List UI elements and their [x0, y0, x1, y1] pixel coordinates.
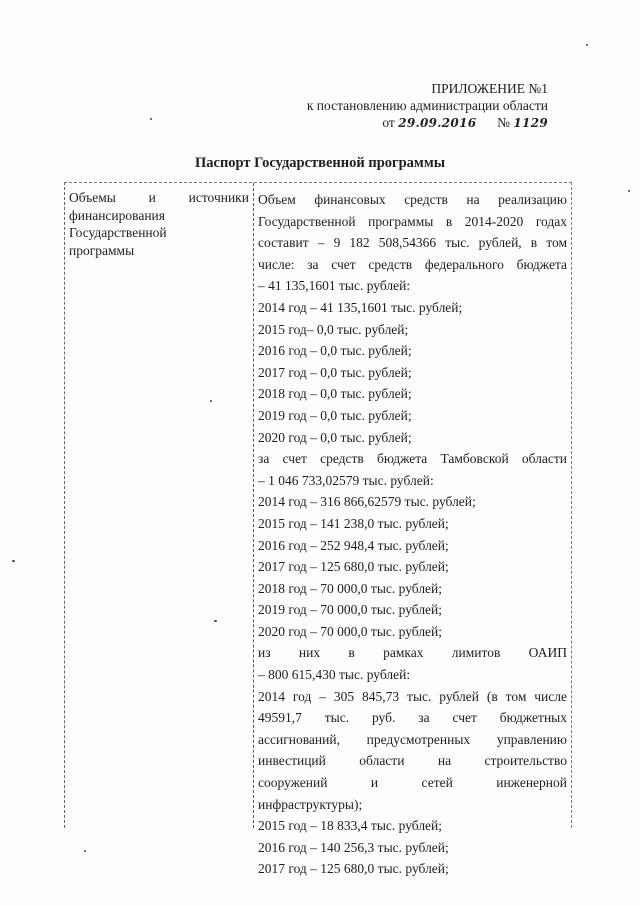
right-cell-line: 2020 год – 0,0 тыс. рублей; [258, 429, 412, 445]
date-prefix: от [382, 115, 395, 130]
left-cell-line [69, 189, 249, 207]
right-cell-line: инфраструктуры); [258, 796, 363, 812]
right-cell-line: – 41 135,1601 тыс. рублей: [258, 278, 411, 294]
right-cell-line: 2015 год– 0,0 тыс. рублей; [258, 321, 409, 337]
right-cell-line: Государственной программы в 2014-2020 годах [258, 213, 567, 229]
left-cell-line: Государственной [69, 225, 167, 240]
scan-speck [586, 44, 588, 46]
scan-speck [628, 190, 630, 192]
table-right-cell [258, 189, 567, 880]
scan-speck [84, 850, 86, 852]
scan-speck [12, 560, 15, 562]
right-cell-line: 2014 год – 305 845,73 тыс. рублей (в том числе [258, 688, 567, 704]
left-cell-word: источники [188, 190, 249, 205]
table-left-cell [69, 189, 249, 259]
right-cell-line: 2020 год – 70 000,0 тыс. рублей; [258, 623, 443, 639]
right-cell-line: 2017 год – 125 680,0 тыс. рублей; [258, 559, 449, 575]
right-cell-line: 2017 год – 0,0 тыс. рублей; [258, 364, 412, 380]
handwritten-number: 1129 [513, 116, 548, 130]
appendix-title: ПРИЛОЖЕНИЕ №1 [431, 81, 548, 96]
right-cell-line: из них в рамках лимитов ОАИП [258, 645, 567, 661]
right-cell-line: 2015 год – 18 833,4 тыс. рублей; [258, 818, 443, 834]
right-cell-line: инвестиций области на строительство [258, 753, 567, 769]
passport-table [64, 182, 572, 877]
document-title: Паспорт Государственной программы [194, 155, 446, 171]
right-cell-line: 2016 год – 0,0 тыс. рублей; [258, 343, 412, 359]
appendix-header [288, 80, 548, 132]
left-cell-word: Объемы [69, 190, 116, 205]
right-cell-line: 2014 год – 41 135,1601 тыс. рублей; [258, 299, 463, 315]
right-cell-line: за счет средств бюджета Тамбовской области [258, 451, 567, 467]
right-cell-line: числе: за счет средств федерального бюджета [258, 256, 567, 272]
right-cell-line: сооружений и сетей инженерной [258, 775, 567, 791]
scan-speck [150, 118, 152, 120]
right-cell-line: 2015 год – 141 238,0 тыс. рублей; [258, 515, 449, 531]
right-cell-line: 2014 год – 316 866,62579 тыс. рублей; [258, 494, 476, 510]
right-cell-line: Объем финансовых средств на реализацию [258, 192, 567, 207]
right-cell-line: 2018 год – 70 000,0 тыс. рублей; [258, 580, 443, 596]
right-cell-line: 2019 год – 0,0 тыс. рублей; [258, 407, 412, 423]
handwritten-date: 29.09.2016 [398, 116, 477, 130]
column-divider [253, 183, 254, 828]
left-cell-line: финансирования [69, 207, 165, 223]
right-cell-line: – 800 615,430 тыс. рублей: [258, 667, 411, 683]
scan-speck [210, 400, 212, 402]
right-cell-line: – 1 046 733,02579 тыс. рублей: [258, 472, 434, 488]
right-cell-line: 2018 год – 0,0 тыс. рублей; [258, 386, 412, 402]
appendix-date-line [288, 114, 548, 132]
left-cell-line: программы [69, 242, 135, 258]
right-cell-line: составит – 9 182 508,54366 тыс. рублей, в том [258, 235, 567, 251]
appendix-subtitle: к постановлению администрации области [306, 98, 548, 113]
right-cell-line: 2016 год – 140 256,3 тыс. рублей; [258, 839, 449, 855]
right-cell-line: 49591,7 тыс. руб. за счет бюджетных [258, 710, 567, 726]
right-cell-line: 2017 год – 125 680,0 тыс. рублей; [258, 861, 449, 877]
right-cell-line: ассигнований, предусмотренных управлению [258, 731, 567, 747]
number-prefix: № [497, 115, 511, 130]
right-cell-line: 2016 год – 252 948,4 тыс. рублей; [258, 537, 449, 553]
left-cell-word: и [148, 190, 156, 205]
scan-speck [214, 620, 217, 622]
right-cell-line: 2019 год – 70 000,0 тыс. рублей; [258, 602, 443, 618]
